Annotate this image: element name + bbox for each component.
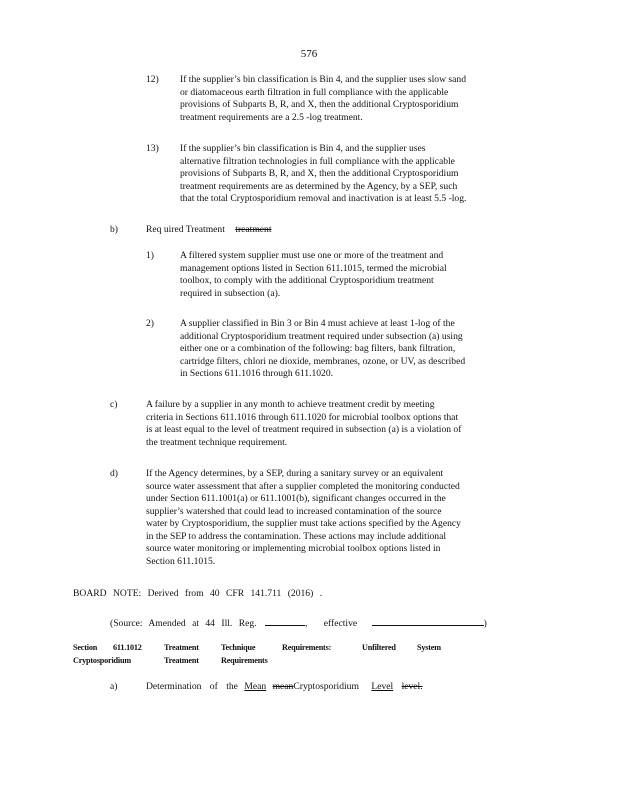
effective-date-blank [372, 615, 484, 626]
heading-word: Unfiltered [362, 643, 396, 652]
item-b-heading-text: Req uired Treatment [146, 224, 225, 235]
text-line: management options listed in Section 611.1015, termed the microbial [180, 262, 447, 274]
item-b-label: b) [110, 224, 118, 235]
item-b2-label: 2) [146, 318, 154, 329]
text-line: A supplier classified in Bin 3 or Bin 4 must achieve at least 1-log of the [180, 318, 455, 329]
text-line: toolbox, to comply with the additional Cryptosporidium treatment [180, 275, 434, 286]
source-line [110, 615, 487, 631]
item-a-level: Level [371, 681, 394, 692]
item-a-mean-struck: mean [272, 681, 294, 692]
heading-word: Treatment [164, 656, 199, 665]
text-line: A failure by a supplier in any month to achieve treatment credit by meeting [146, 399, 435, 410]
section-heading [0, 642, 618, 668]
text-line: If the supplier’s bin classification is Bin 4, and the supplier uses [180, 143, 426, 154]
heading-word: Section [73, 643, 98, 652]
text-line: in the SEP to address the contamination. These actions may include additional [146, 530, 447, 542]
text-line: cartridge filters, chlori ne dioxide, membranes, ozone, or UV, as described [180, 355, 466, 367]
heading-word: Requirements [221, 656, 268, 665]
reg-page-blank [265, 615, 305, 626]
text-line: Section 611.1015. [146, 555, 216, 567]
source-prefix: (Source: Amended at 44 Ill. Reg. [110, 618, 257, 629]
item-d-text [146, 468, 536, 568]
item-a-crypto: Cryptosporidium [293, 681, 359, 692]
text-line: provisions of Subparts B, R, and X, then the additional Cryptosporidium [180, 168, 459, 179]
text-line: or diatomaceous earth filtration in full compliance with the applicable [180, 86, 449, 98]
text-line: criteria in Sections 611.1016 through 611.1020 for microbial toolbox options that [146, 411, 459, 423]
item-a-level-struck: level. [401, 681, 423, 692]
text-line: source water monitoring or implementing microbial toolbox options listed in [146, 543, 441, 554]
text-line: that the total Cryptosporidium removal and inactivation is at least 5.5 -log. [180, 193, 467, 204]
heading-word: Treatment [164, 643, 199, 652]
heading-word: System [417, 643, 441, 652]
item-c-label: c) [110, 399, 118, 410]
item-12-text [180, 74, 538, 124]
text-line: A filtered system supplier must use one or more of the treatment and [180, 250, 444, 261]
heading-word: 611.1012 [113, 643, 142, 652]
source-comma: , [304, 618, 308, 629]
page-number: 576 [300, 48, 318, 60]
item-b1-label: 1) [146, 250, 154, 261]
text-line: either one or a combination of the following: bag filters, bank filtration, [180, 343, 456, 354]
text-line: If the supplier’s bin classification is Bin 4, and the supplier uses slow sand [180, 74, 466, 85]
heading-word: Cryptosporidium [73, 656, 131, 665]
item-d-label: d) [110, 468, 118, 479]
item-a-heading [146, 681, 423, 694]
text-line: water by Cryptosporidium, the supplier must take actions specified by the Agency [146, 518, 461, 529]
text-line: treatment requirements are a 2.5 -log treatment. [180, 111, 363, 123]
text-line: supplier’s watershed that could lead to increased contamination of the source [146, 505, 442, 517]
item-12-label: 12) [146, 74, 159, 85]
item-13-text [180, 143, 538, 206]
text-line: source water assessment that after a supplier completed the monitoring conducted [146, 480, 460, 492]
text-line: the treatment technique requirement. [146, 436, 288, 448]
heading-word: Technique [221, 643, 256, 652]
item-c-text [146, 399, 538, 449]
heading-word: Requirements: [282, 643, 332, 652]
item-13-label: 13) [146, 143, 159, 154]
item-b-heading [146, 224, 272, 237]
text-line: required in subsection (a). [180, 287, 281, 299]
item-a-mean: Mean [244, 681, 267, 692]
text-line: provisions of Subparts B, R, and X, then the additional Cryptosporidium [180, 99, 459, 110]
text-line: in Sections 611.1016 through 611.1020. [180, 368, 334, 379]
item-b1-text [180, 250, 510, 300]
source-effective: effective [323, 618, 358, 629]
item-a-prefix: Determination of the [146, 681, 238, 692]
item-b-struck-text: treatment [235, 224, 272, 235]
text-line: alternative filtration technologies in full compliance with the applicable [180, 155, 455, 167]
item-b2-text [180, 318, 533, 381]
text-line: under Section 611.1001(a) or 611.1001(b), significant changes occurred in the [146, 493, 446, 504]
text-line: treatment requirements are as determined by the Agency, by a SEP, such [180, 180, 458, 192]
item-a-label: a) [110, 681, 118, 692]
board-note: BOARD NOTE: Derived from 40 CFR 141.711 (2016) . [73, 588, 323, 599]
source-close: ) [483, 618, 487, 629]
text-line: is at least equal to the level of treatment required in subsection (a) is a violation of [146, 424, 462, 435]
text-line: If the Agency determines, by a SEP, during a sanitary survey or an equivalent [146, 468, 444, 479]
text-line: additional Cryptosporidium treatment required under subsection (a) using [180, 330, 463, 342]
